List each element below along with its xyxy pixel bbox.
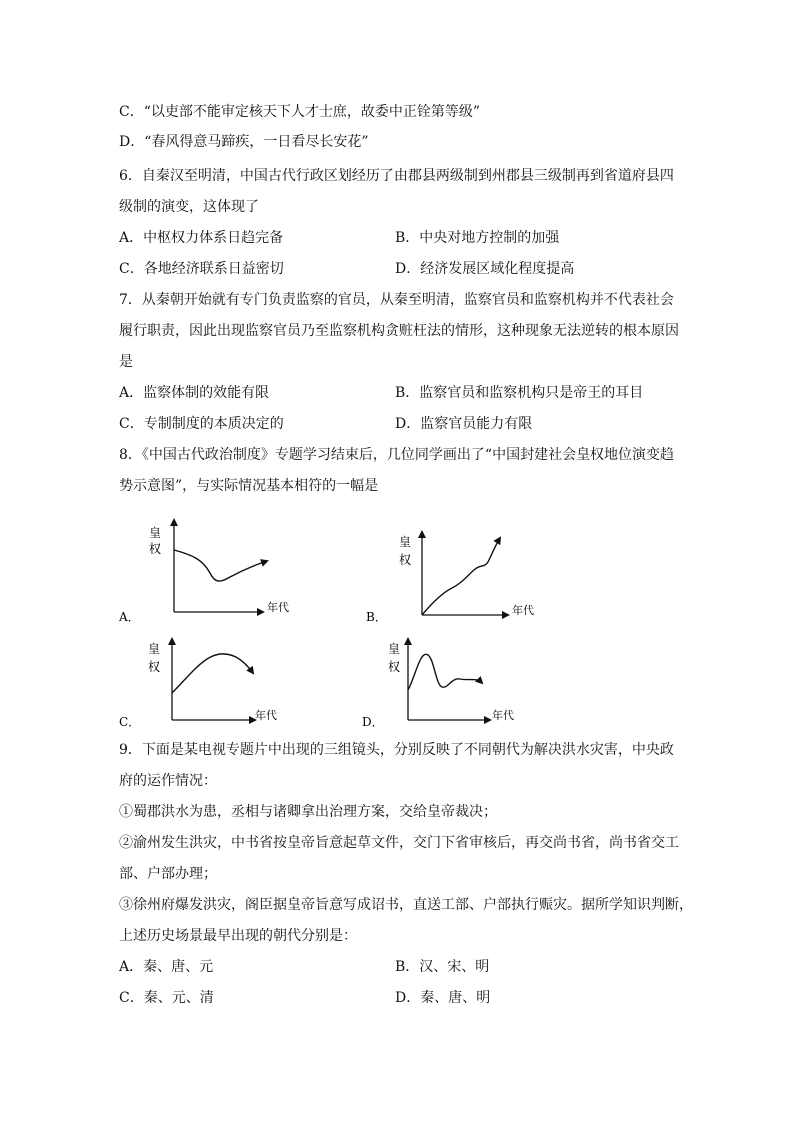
q9-option-d: D．秦、唐、明	[395, 990, 491, 1006]
graph-b-curve	[422, 538, 500, 615]
graph-c-y-label-1: 皇	[148, 642, 161, 656]
q9-option-b: B．汉、宋、明	[395, 959, 490, 975]
graph-c-option-label: C．	[119, 715, 141, 729]
q9-option-c: C．秦、元、清	[119, 990, 214, 1006]
q9-item-3-line1: ③徐州府爆发洪灾，阁臣据皇帝旨意写成诏书，直送工部、户部执行赈灾。据所学知识判断，	[119, 897, 693, 913]
graph-b	[362, 528, 552, 625]
q5-option-d: D．“春风得意马蹄疾，一日看尽长安花”	[119, 134, 369, 150]
q7-stem-line1: 7．从秦朝开始就有专门负责监察的官员，从秦至明清，监察官员和监察机构并不代表社会	[119, 292, 674, 308]
q6-stem-line1: 6．自秦汉至明清，中国古代行政区划经历了由郡县两级制到州郡县三级制再到省道府县四	[119, 168, 674, 184]
q8-stem-line2: 势示意图”，与实际情况基本相符的一幅是	[119, 478, 379, 494]
graph-d	[360, 635, 550, 730]
q8-stem-line1: 8．《中国古代政治制度》专题学习结束后，几位同学画出了“中国封建社会皇权地位演变趋	[119, 447, 675, 463]
graph-b-y-label-2: 权	[399, 553, 412, 567]
q9-item-2-line1: ②渝州发生洪灾，中书省按皇帝旨意起草文件，交门下省审核后，再交尚书省，尚书省交工	[119, 835, 679, 851]
q7-option-c: C．专制制度的本质决定的	[119, 416, 284, 432]
q6-option-b: B．中央对地方控制的加强	[395, 230, 560, 246]
graph-c-x-label: 年代	[255, 709, 277, 722]
graph-b-y-label-1: 皇	[399, 535, 412, 549]
q7-option-b: B．监察官员和监察机构只是帝王的耳目	[395, 385, 644, 401]
q5-option-c: C．“以吏部不能审定核天下人才士庶，故委中正铨第等级”	[119, 104, 481, 120]
graph-a-y-label-1: 皇	[149, 526, 162, 540]
q6-option-a: A．中枢权力体系日趋完备	[119, 230, 284, 246]
graph-d-x-label: 年代	[492, 709, 514, 722]
graph-d-y-label-1: 皇	[388, 642, 401, 656]
graph-c-curve	[172, 654, 253, 693]
graph-a-option-label: A．	[119, 610, 140, 624]
graph-a-x-label: 年代	[267, 601, 289, 614]
q6-option-c: C．各地经济联系日益密切	[119, 261, 284, 277]
q9-item-2-line2: 部、户部办理；	[119, 866, 217, 882]
q7-option-d: D．监察官员能力有限	[395, 416, 533, 432]
q6-option-d: D．经济发展区域化程度提高	[395, 261, 575, 277]
q7-option-a: A．监察体制的效能有限	[119, 385, 270, 401]
q9-item-1: ①蜀郡洪水为患，丞相与诸卿拿出治理方案，交给皇帝裁决；	[119, 804, 497, 820]
graph-d-option-label: D．	[362, 715, 384, 729]
graph-c	[115, 635, 315, 730]
graph-b-option-label: B．	[366, 610, 387, 624]
q9-stem-line1: 9．下面是某电视专题片中出现的三组镜头，分别反映了不同朝代为解决洪水灾害，中央政	[119, 742, 674, 758]
graph-c-y-label-2: 权	[148, 660, 161, 674]
q6-stem-line2: 级制的演变，这体现了	[119, 199, 259, 215]
graph-a-y-label-2: 权	[149, 542, 162, 556]
q7-stem-line3: 是	[119, 354, 133, 370]
q9-stem-line2: 府的运作情况：	[119, 773, 217, 789]
q7-stem-line2: 履行职责，因此出现监察官员乃至监察机构贪赃枉法的情形，这种现象无法逆转的根本原因	[119, 323, 679, 339]
q9-item-3-line2: 上述历史场景最早出现的朝代分别是：	[119, 928, 357, 944]
graph-a-curve	[174, 550, 267, 581]
graph-d-curve	[408, 654, 482, 690]
graph-d-y-label-2: 权	[388, 660, 401, 674]
graph-b-x-label: 年代	[512, 604, 534, 617]
graph-a	[115, 515, 315, 625]
q9-option-a: A．秦、唐、元	[119, 959, 214, 975]
